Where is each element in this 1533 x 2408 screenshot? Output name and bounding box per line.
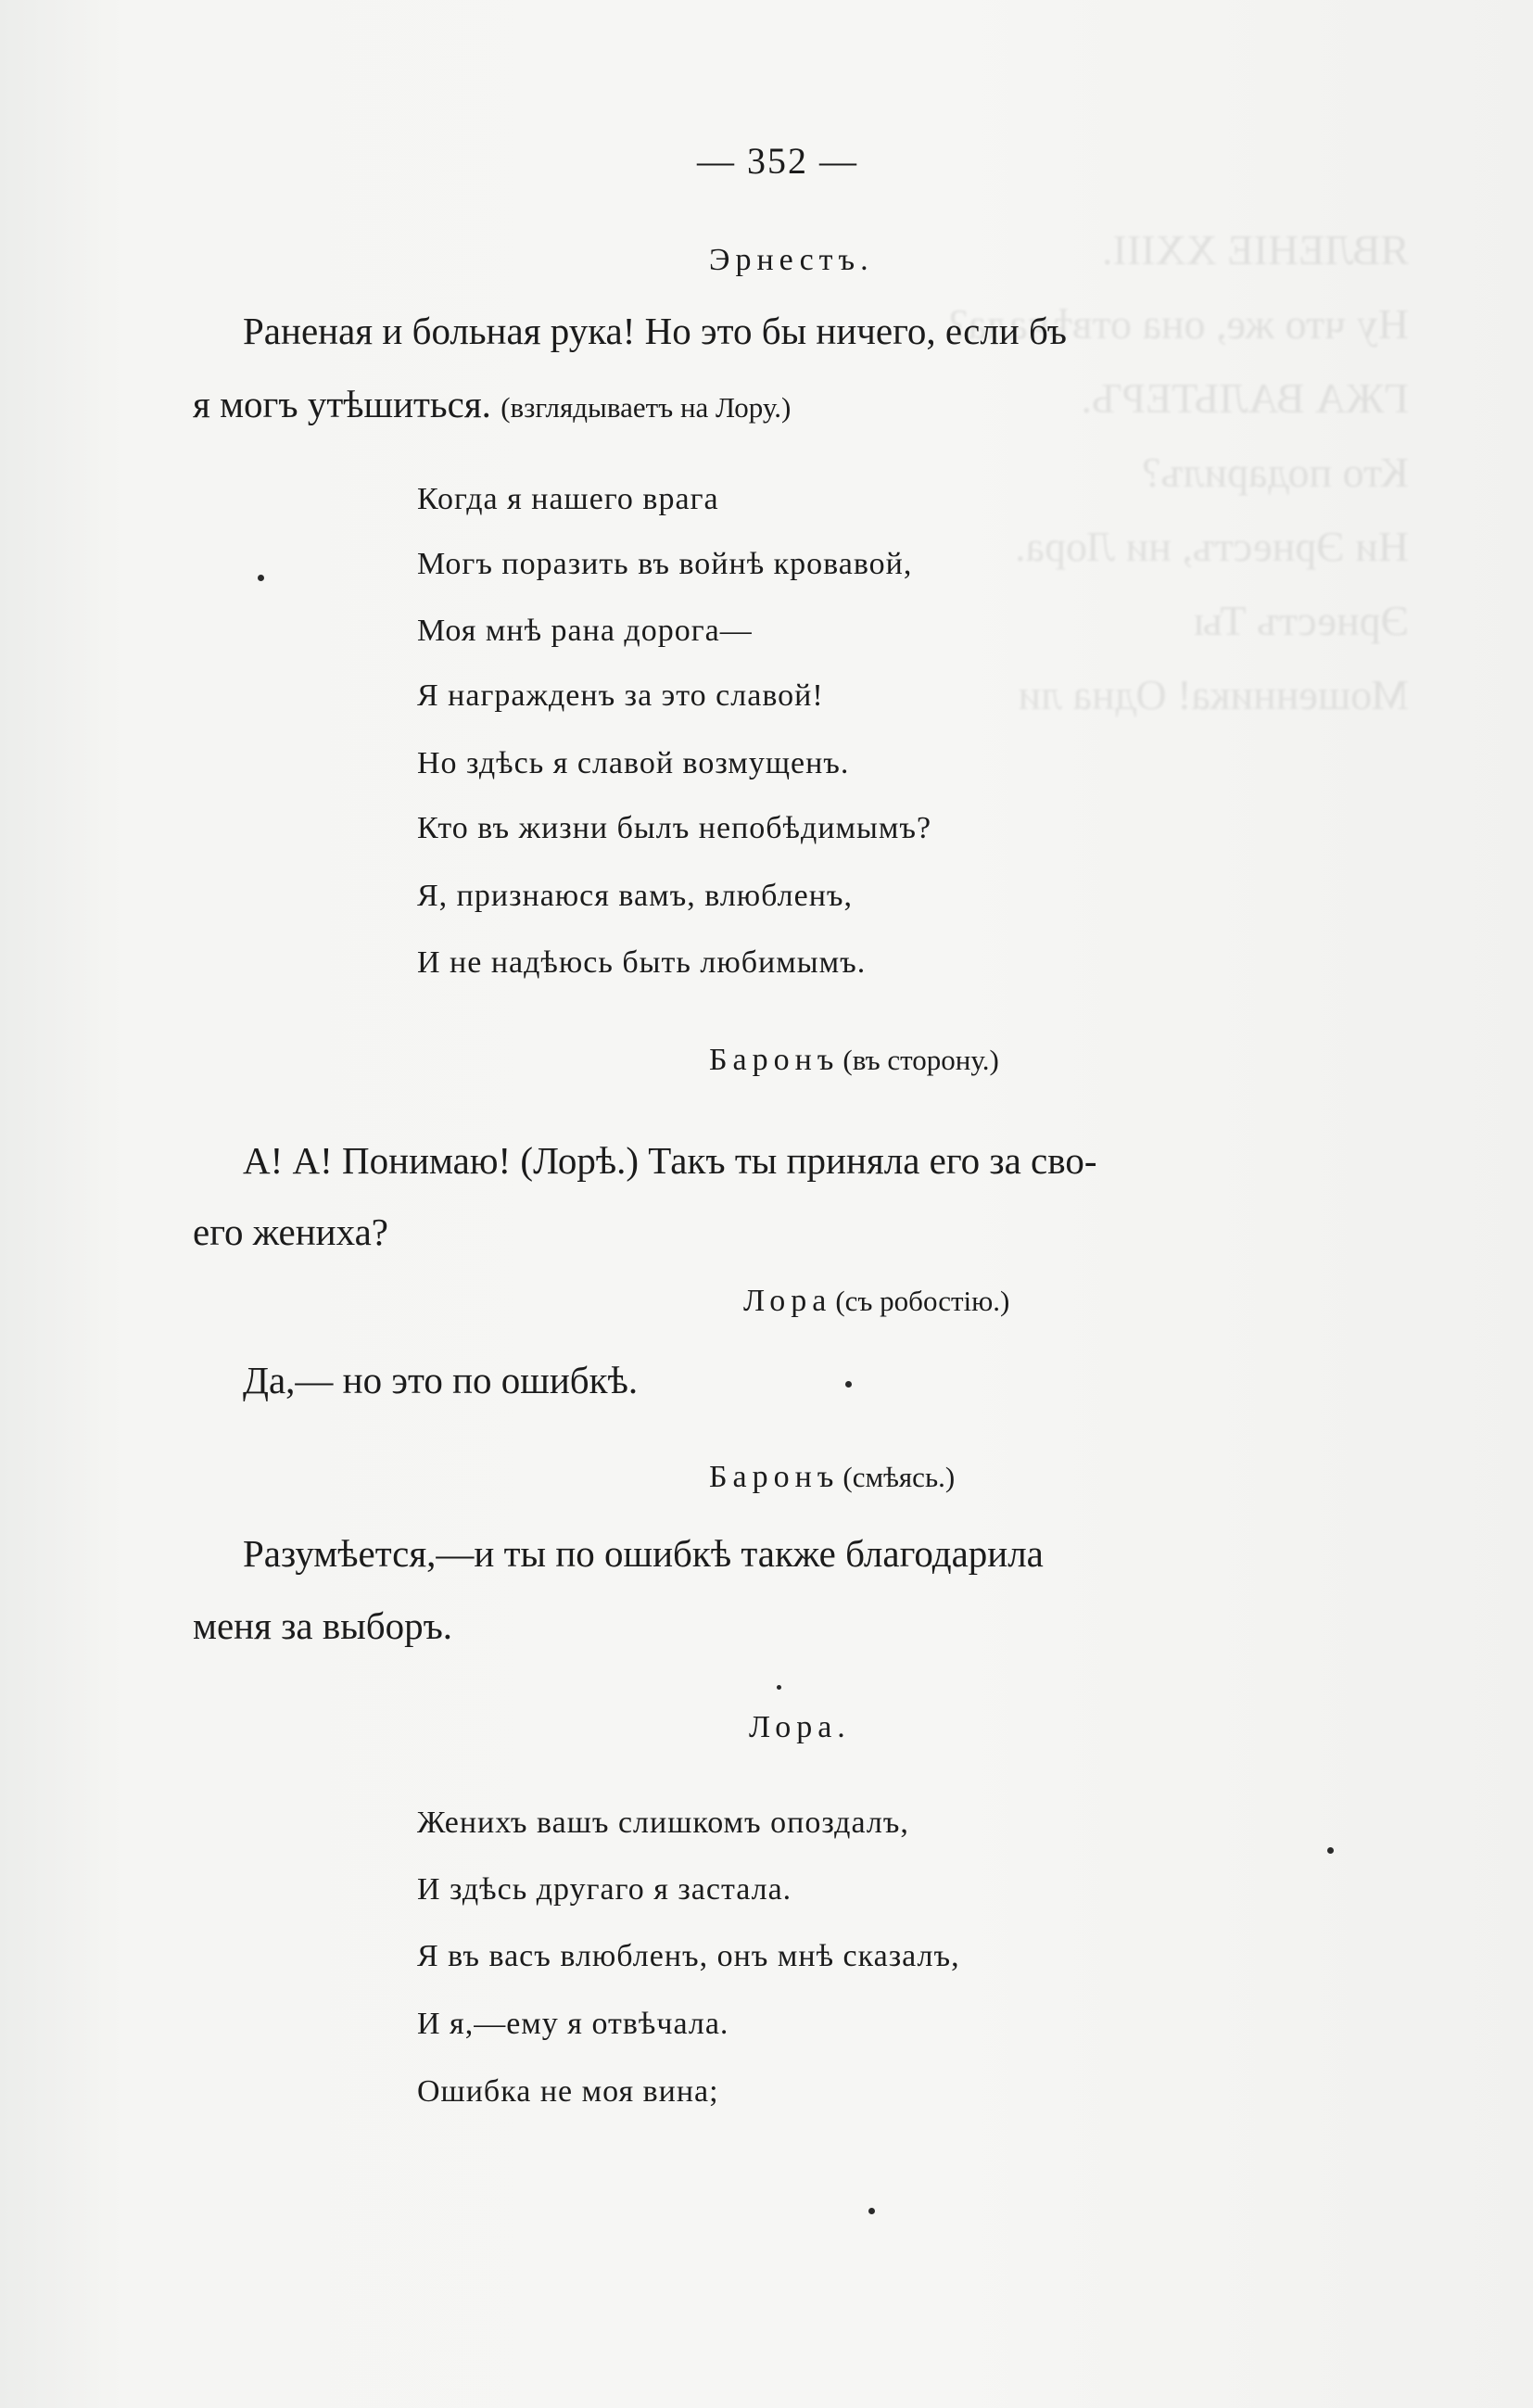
- prose-line: [193, 382, 791, 426]
- speaker-lora: Лора: [743, 1284, 832, 1318]
- page-number: — 352 —: [697, 140, 858, 182]
- speaker-ernest: Эрнестъ.: [709, 243, 874, 277]
- stage-direction: (въ сторону.): [843, 1044, 999, 1076]
- stage-direction: (взглядываетъ на Лору.): [500, 391, 792, 424]
- ink-speck: [868, 2208, 875, 2214]
- prose-text: я могъ утѣшиться.: [193, 383, 491, 425]
- ink-speck: [777, 1685, 781, 1690]
- prose-line: меня за выборъ.: [193, 1604, 453, 1647]
- verse-line: Я, признаюся вамъ, влюбленъ,: [417, 879, 853, 913]
- verse-line: Но здѣсь я славой возмущенъ.: [417, 746, 850, 780]
- verse-line: И здѣсь другаго я застала.: [417, 1872, 792, 1907]
- speaker-baron: Баронъ: [709, 1460, 840, 1494]
- speaker-heading: [709, 1460, 955, 1495]
- prose-text: Раненая и больная рука! Но это бы ничего, если бъ: [243, 310, 1068, 352]
- verse-line: И не надѣюсь быть любимымъ.: [417, 945, 867, 980]
- verse-line: Женихъ вашъ слишкомъ опоздалъ,: [417, 1806, 909, 1840]
- prose-line: его жениха?: [193, 1210, 388, 1253]
- prose-line: Да,— но это по ошибкѣ.: [243, 1359, 639, 1401]
- ink-speck: [1327, 1847, 1334, 1854]
- verse-line: Я награжденъ за это славой!: [417, 678, 824, 713]
- prose-line: [243, 309, 1372, 353]
- verse-line: Кто въ жизни былъ непобѣдимымъ?: [417, 811, 932, 845]
- verse-line: И я,—ему я отвѣчала.: [417, 2007, 729, 2041]
- stage-direction: (смѣясь.): [843, 1461, 956, 1493]
- speaker-heading: [709, 1043, 999, 1078]
- ink-speck: [258, 575, 264, 581]
- verse-line: Ошибка не моя вина;: [417, 2074, 719, 2109]
- show-through-text: ЯВЛЕНІЕ XXIII. Ну что же, она отвѣчала? ГЖА ВАЛЬТЕРЪ. Кто подарилъ? Ни Эрнестъ, ни Лора. Эрнестъ Ты Мошенника! Одна ли: [949, 226, 1409, 718]
- prose-line: А! А! Понимаю! (Лорѣ.) Такъ ты приняла его за сво-: [243, 1139, 1097, 1182]
- verse-line: Я въ васъ влюбленъ, онъ мнѣ сказалъ,: [417, 1939, 960, 1973]
- verse-line: Могъ поразить въ войнѣ кровавой,: [417, 547, 913, 581]
- prose-line: Разумѣется,—и ты по ошибкѣ также благодарила: [243, 1532, 1044, 1575]
- ink-speck: [845, 1381, 852, 1388]
- speaker-heading: [743, 1284, 1009, 1319]
- verse-line: Когда я нашего врага: [417, 482, 719, 516]
- speaker-baron: Баронъ: [709, 1043, 840, 1077]
- verse-line: Моя мнѣ рана дорога—: [417, 614, 753, 648]
- stage-direction: (съ робостію.): [835, 1285, 1010, 1317]
- speaker-lora: Лора.: [749, 1710, 851, 1744]
